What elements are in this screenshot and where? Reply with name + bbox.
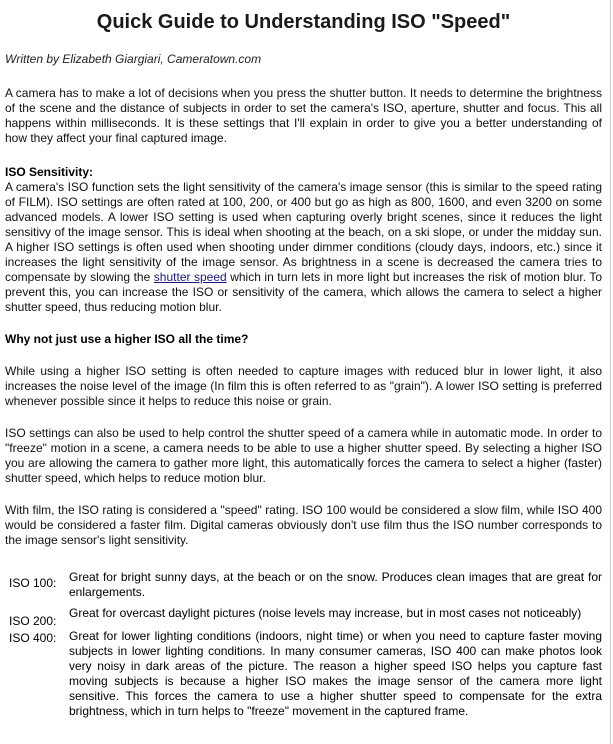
article	[5, 0, 602, 725]
iso-label: ISO 100:	[9, 576, 57, 590]
iso-label: ISO 200:	[9, 614, 57, 628]
question-heading: Why not just use a higher ISO all the time?	[5, 332, 249, 346]
auto-mode-paragraph: ISO settings can also be used to help control the shutter speed of a camera while in automatic mode. In order to "freeze" motion in a scene, a camera needs to be able to use a higher shutter speed. By selecting a higher ISO you are allowing the camera to gather more light, this automatically forces the camera to select a higher (faster) shutter speed, which helps to reduce motion blur.	[5, 426, 602, 485]
byline: Written by Elizabeth Giargiari, Cameratown.com	[5, 52, 262, 66]
iso-text-before-link: A camera's ISO function sets the light sensitivity of the camera's image sensor (this is similar to the speed rating of FILM). ISO settings are often rated at 100, 200, or 400 but go as high as 800, 1600, and even 3200 on some advanced models. A lower ISO setting is used when capturing overly bright scenes, since it reduces the light sensitivy of the image sensor. This is ideal when shooting at the beach, on a ski slope, or under the midday sun. A higher ISO settings is often used when shooting under dimmer conditions (cloudy days, indoors, etc.) since it increases the light sensitivity of the image sensor. As brightness in a scene is decreased the camera tries to compensate by slowing the	[5, 180, 602, 284]
iso-text-after-link: which in turn lets in more light but increases the risk of motion blur. To prevent this, you can increase the ISO or sensitivity of the camera, which allows the camera to select a higher shutter speed, thus reducing motion blur.	[5, 270, 602, 314]
page-title: Quick Guide to Understanding ISO "Speed"	[96, 11, 511, 33]
iso-description: Great for overcast daylight pictures (noise levels may increase, but in most cases not noticeably)	[69, 606, 582, 620]
table-row	[5, 570, 602, 606]
iso-sensitivity-heading: ISO Sensitivity:	[5, 165, 94, 179]
iso-label: ISO 400:	[9, 631, 57, 645]
iso-sensitivity-paragraph	[5, 180, 602, 315]
film-paragraph: With film, the ISO rating is considered a "speed" rating. ISO 100 would be considered a slow film, while ISO 400 would be considered a faster film. Digital cameras obviously don't use film thus the ISO number corresponds to the image sensor's light sensitivity.	[5, 503, 602, 547]
noise-paragraph: While using a higher ISO setting is often needed to capture images with reduced blur in lower light, it also increases the noise level of the image (In film this is often referred to as "grain"). A lower ISO setting is preferred whenever possible since it helps to reduce this noise or grain.	[5, 364, 602, 408]
table-row	[5, 606, 602, 629]
intro-paragraph: A camera has to make a lot of decisions when you press the shutter button. It needs to determine the brightness of the scene and the distance of subjects in order to set the camera's ISO, aperture, shutter and focus. This all happens within milliseconds. It is these settings that I'll explain in order to give you a better understanding of how they affect your final captured image.	[5, 86, 602, 145]
iso-description: Great for bright sunny days, at the beach or on the snow. Produces clean images that are great for enlargements.	[69, 570, 602, 599]
table-row	[5, 629, 602, 725]
iso-description: Great for lower lighting conditions (indoors, night time) or when you need to capture faster moving subjects in lower lighting conditions. In many consumer cameras, ISO 400 can make photos look very noisy in dark areas of the picture. The reason a higher speed ISO helps you capture fast moving subjects is because a higher ISO makes the image sensor of the camera more light sensitive. This forces the camera to use a higher shutter speed to compensate for the extra brightness, which in turn helps to "freeze" movement in the captured frame.	[69, 629, 602, 718]
iso-settings-table	[5, 570, 602, 725]
shutter-speed-link[interactable]: shutter speed	[153, 270, 227, 284]
